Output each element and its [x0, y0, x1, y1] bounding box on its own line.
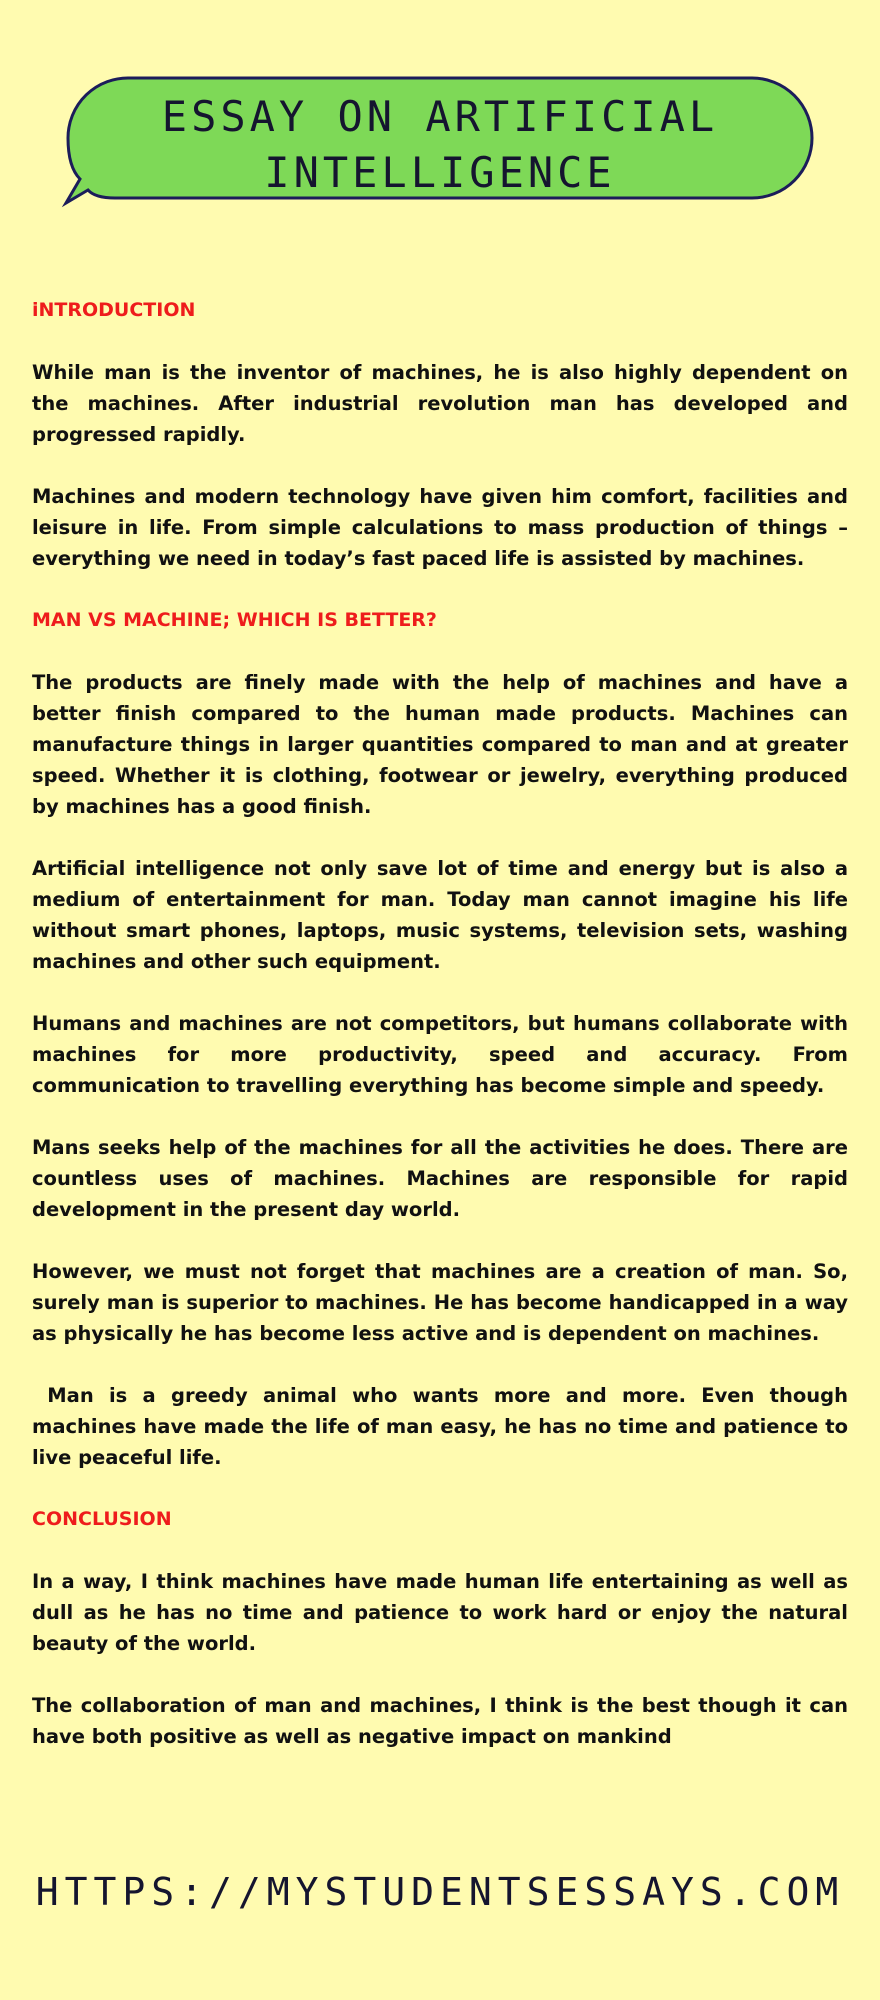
title-line-2: INTELLIGENCE — [264, 148, 616, 197]
title-line-1: ESSAY ON ARTIFICIAL — [161, 92, 719, 141]
body-paragraph-1: The products are finely made with the help of machines and have a better finish compared to the human made products. Machines can manufacture things in larger quantities compared to man and at greater speed. Whether it is clothing, footwear or jewelry, everything produced by machines has a good finish. — [32, 671, 855, 818]
introduction-heading: iNTRODUCTION — [32, 299, 196, 321]
body-paragraph-2: Artificial intelligence not only save lot of time and energy but is also a medium of entertainment for man. Today man cannot imagine his life without smart phones, laptops, music systems, television sets, washing machines and other such equipment. — [32, 857, 855, 973]
conclusion-heading: CONCLUSION — [32, 1508, 172, 1530]
body-paragraph-4: Mans seeks help of the machines for all the activities he does. There are countless uses of machines. Machines are responsible for rapid development in the present day world. — [32, 1136, 855, 1221]
conclusion-paragraph-1: In a way, I think machines have made human life entertaining as well as dull as he has no time and patience to work hard or enjoy the natural beauty of the world. — [32, 1570, 855, 1655]
body-paragraph-6: Man is a greedy animal who wants more and more. Even though machines have made the life of man easy, he has no time and patience to live peaceful life. — [32, 1384, 855, 1469]
conclusion-paragraph-2: The collaboration of man and machines, I think is the best though it can have both positive as well as negative impact on mankind — [32, 1694, 855, 1748]
man-vs-machine-heading: MAN VS MACHINE; WHICH IS BETTER? — [32, 609, 437, 631]
body-paragraph-3: Humans and machines are not competitors, but humans collaborate with machines for more productivity, speed and accuracy. From communication to travelling everything has become simple and speedy. — [32, 1012, 855, 1097]
intro-paragraph-1: While man is the inventor of machines, he is also highly dependent on the machines. After industrial revolution man has developed and progressed rapidly. — [32, 361, 855, 446]
essay-body — [32, 295, 855, 1783]
body-paragraph-5: However, we must not forget that machines are a creation of man. So, surely man is superior to machines. He has become handicapped in a way as physically he has become less active and is dependent on machines. — [32, 1260, 855, 1345]
title-bubble — [60, 75, 820, 210]
page-title — [80, 85, 800, 205]
footer-website-url: HTTPS://MYSTUDENTSESSAYS.COM — [35, 1870, 845, 1914]
intro-paragraph-2: Machines and modern technology have given him comfort, facilities and leisure in life. From simple calculations to mass production of things – everything we need in today’s fast paced life is assisted by machines. — [32, 485, 855, 570]
